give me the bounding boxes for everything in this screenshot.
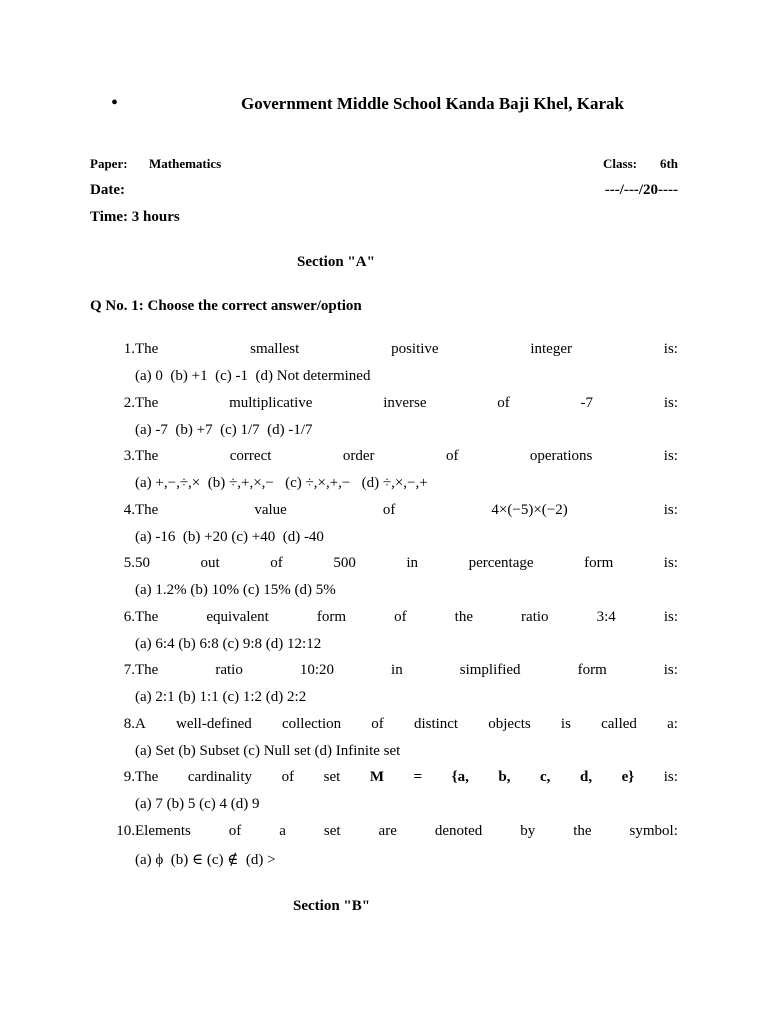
- bullet: •: [111, 92, 119, 114]
- question-word: A: [135, 715, 146, 732]
- question-word: b,: [498, 769, 511, 785]
- question-word: of: [382, 501, 396, 518]
- question-word: form: [577, 662, 607, 678]
- question-word: called: [601, 715, 637, 732]
- question-item: [110, 395, 678, 449]
- question-item: [110, 609, 678, 663]
- question-word: the: [573, 822, 592, 839]
- question-text: [135, 716, 678, 733]
- question-word: order: [342, 448, 375, 464]
- question-number: 8.: [123, 715, 135, 732]
- question-word: simplified: [459, 662, 521, 678]
- question-word: 50: [135, 555, 150, 571]
- question-options: (a) 6:4 (b) 6:8 (c) 9:8 (d) 12:12: [135, 635, 322, 652]
- question-word: Elements: [135, 822, 191, 839]
- question-word: The: [135, 662, 159, 678]
- question-word: is:: [663, 501, 678, 518]
- question-text: [135, 502, 678, 519]
- question-word: The: [135, 769, 159, 785]
- question-item: [110, 341, 678, 395]
- question-word: set: [323, 822, 341, 839]
- date-value: ---/---/20----: [604, 182, 678, 198]
- question-word: 500: [333, 555, 356, 571]
- question-number: 9.: [123, 769, 135, 785]
- question-word: a:: [667, 715, 678, 732]
- question-word: multiplicative: [229, 394, 313, 411]
- question-number: 3.: [123, 448, 135, 464]
- paper-value: Mathematics: [149, 156, 222, 171]
- question-word: of: [228, 822, 242, 839]
- question-word: ratio: [215, 662, 243, 678]
- question-word: is: [560, 715, 571, 732]
- question-word: in: [406, 555, 419, 571]
- question-word: The: [135, 608, 159, 625]
- question-word: is:: [663, 555, 678, 571]
- question-options: (a) +,−,÷,× (b) ÷,+,×,− (c) ÷,×,+,− (d) ÷,×,−,+: [135, 475, 428, 491]
- question-word: denoted: [434, 822, 483, 839]
- question-word: cardinality: [187, 769, 253, 785]
- question-word: positive: [391, 341, 439, 357]
- question-word: -7: [580, 394, 594, 411]
- question-number: 5.: [123, 555, 135, 571]
- question-word: well-defined: [176, 715, 252, 732]
- question-word: are: [378, 822, 397, 839]
- question-options: (a) -16 (b) +20 (c) +40 (d) -40: [135, 528, 324, 545]
- question-text: [135, 448, 678, 465]
- question-text: [135, 395, 678, 412]
- question-options: (a) 0 (b) +1 (c) -1 (d) Not determined: [135, 368, 371, 384]
- question-options: (a) ϕ (b) ∈ (c) ∉ (d) >: [135, 851, 276, 868]
- question-text: [135, 341, 678, 358]
- question-text: [135, 555, 678, 572]
- question-word: is:: [663, 394, 678, 411]
- question-word: objects: [488, 715, 531, 732]
- question-number: 1.: [123, 341, 135, 357]
- question-word: symbol:: [629, 822, 678, 839]
- question-number: 6.: [123, 608, 135, 625]
- section-b-title: Section "B": [293, 898, 371, 914]
- question-word: distinct: [413, 715, 459, 732]
- question-text: [135, 823, 678, 840]
- question-text: [135, 609, 678, 626]
- question-item: [110, 555, 678, 609]
- question-word: 10:20: [299, 662, 335, 678]
- question-item: [110, 662, 678, 716]
- question-word: is:: [663, 769, 678, 785]
- question-number: 7.: [123, 662, 135, 678]
- question-word: is:: [663, 448, 678, 464]
- question-word: of: [445, 448, 459, 464]
- question-text: [135, 662, 678, 679]
- question-text: [135, 769, 678, 786]
- class-value: 6th: [659, 156, 678, 171]
- question-word: is:: [663, 662, 678, 678]
- question-word: ratio: [521, 608, 549, 625]
- question-word: 3:4: [596, 608, 616, 625]
- q1-title: Q No. 1: Choose the correct answer/option: [90, 298, 362, 314]
- question-options: (a) -7 (b) +7 (c) 1/7 (d) -1/7: [135, 421, 313, 438]
- question-word: set: [323, 769, 341, 785]
- question-item: [110, 448, 678, 502]
- question-options: (a) 1.2% (b) 10% (c) 15% (d) 5%: [135, 582, 336, 598]
- question-word: of: [270, 555, 283, 571]
- question-word: 4×(−5)×(−2): [491, 501, 568, 518]
- question-word: form: [584, 555, 614, 571]
- question-item: [110, 769, 678, 823]
- question-word: the: [454, 608, 473, 625]
- question-word: The: [135, 394, 159, 411]
- question-number: 10.: [116, 822, 135, 839]
- question-item: [110, 716, 678, 770]
- question-word: integer: [530, 341, 572, 357]
- question-word: The: [135, 341, 159, 357]
- question-word: {a,: [451, 769, 469, 785]
- question-word: c,: [540, 769, 551, 785]
- question-word: of: [497, 394, 510, 411]
- question-word: out: [200, 555, 220, 571]
- question-word: smallest: [250, 341, 300, 357]
- question-word: is:: [663, 608, 678, 625]
- question-word: d,: [579, 769, 593, 785]
- question-options: (a) 2:1 (b) 1:1 (c) 1:2 (d) 2:2: [135, 689, 307, 705]
- question-word: The: [135, 501, 159, 518]
- question-word: of: [281, 769, 295, 785]
- question-word: is:: [663, 341, 678, 357]
- question-word: a: [279, 822, 286, 839]
- question-word: collection: [281, 715, 342, 732]
- question-item: [110, 502, 678, 556]
- question-word: =: [413, 769, 423, 785]
- question-word: form: [316, 608, 347, 625]
- question-word: The: [135, 448, 159, 464]
- paper-label: Paper:: [90, 156, 128, 171]
- question-options: (a) Set (b) Subset (c) Null set (d) Infinite set: [135, 742, 401, 759]
- question-word: in: [391, 662, 403, 678]
- question-word: of: [394, 608, 407, 625]
- question-word: correct: [229, 448, 272, 464]
- time-row: Time: 3 hours: [90, 209, 180, 225]
- question-word: equivalent: [206, 608, 269, 625]
- question-options: (a) 7 (b) 5 (c) 4 (d) 9: [135, 796, 260, 812]
- question-list: [110, 341, 678, 876]
- question-word: M: [369, 769, 384, 785]
- question-word: percentage: [468, 555, 534, 571]
- question-word: value: [254, 501, 287, 518]
- question-word: inverse: [383, 394, 427, 411]
- question-number: 4.: [123, 501, 135, 518]
- date-label: Date:: [90, 182, 125, 198]
- class-label: Class:: [603, 156, 637, 171]
- question-word: operations: [529, 448, 593, 464]
- question-item: [110, 823, 678, 877]
- question-word: of: [371, 715, 384, 732]
- section-a-title: Section "A": [297, 254, 375, 270]
- question-word: by: [520, 822, 536, 839]
- school-title: Government Middle School Kanda Baji Khel, Karak: [241, 94, 624, 113]
- question-word: e}: [621, 769, 635, 785]
- question-number: 2.: [123, 394, 135, 411]
